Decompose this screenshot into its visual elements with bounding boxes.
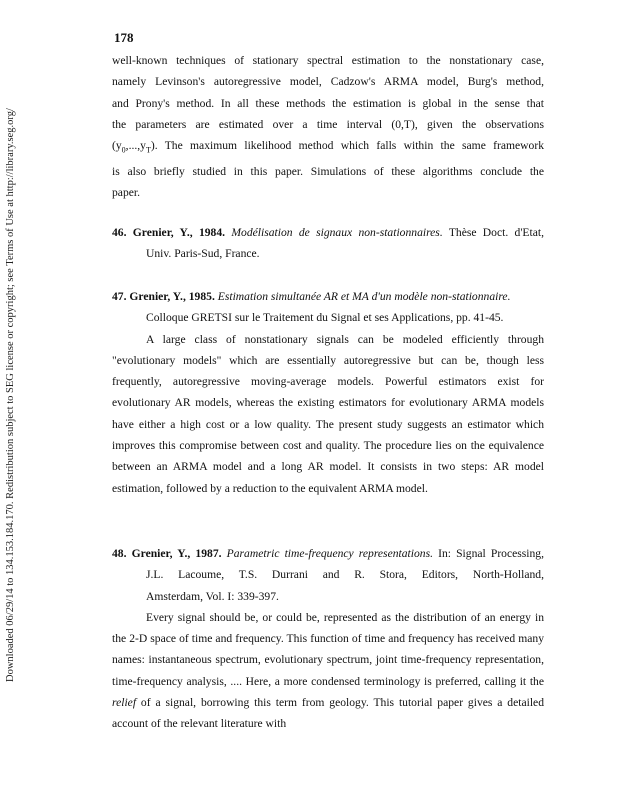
reference-entry-46 [112,222,544,265]
entry-citation: 46. Grenier, Y., 1984. Modélisation de signaux non-stationnaires. Thèse Doct. d'Etat, [112,226,544,239]
text-line: is also briefly studied in this paper. Simulations of these algorithms conclude the [112,164,544,178]
entry-abstract: A large class of nonstationary signals can be modeled efficiently through "evolutionary models" which are essentially autoregressive but can be, though less frequently, autoregressive moving-average models. Powerful estimators exist for evolutionary AR models, whereas the existing estimators for evolutionary ARMA models have either a high cost or a low quality. The present study suggests an estimator which improves this compromise between cost and quality. The procedure lies on the equivalence between an ARMA model and a long AR model. It consists in two steps: AR model estimation, followed by a reduction to the equivalent ARMA model. [112,332,544,495]
entry-source: J.L. Lacoume, T.S. Durrani and R. Stora, Editors, North-Holland, [146,568,544,582]
entry-title: Parametric time-frequency representations. [226,547,433,560]
emphasis-relief: relief [112,696,137,710]
entry-head: 46. Grenier, Y., 1984. [112,226,226,239]
entry-source: Colloque GRETSI sur le Traitement du Signal et ses Applications, pp. 41-45. [146,311,504,325]
text-line: well-known techniques of stationary spectral estimation to the nonstationary case, [112,54,544,67]
entry-abstract: Every signal should be, or could be, represented as the distribution of an energy in the 2-D space of time and frequency. This function of time and frequency has received many names: instantaneous spectrum, evolutionary spectrum, joint time-frequency representation, time-frequency analysis, .... Here, a more condensed terminology is preferred, calling it the relief of a signal, borrowing this term from geology. This tutorial paper gives a detailed account of the relevant literature with [112,610,544,731]
continuation-paragraph [112,50,544,203]
page-number: 178 [114,30,134,45]
text-line: $(y_0,...,y_T)$. The maximum likelihood method which falls within the same framework [112,139,544,155]
reference-entry-48 [112,543,544,735]
entry-title: Modélisation de signaux non-stationnaires. [231,226,443,239]
entry-title: Estimation simultanée AR et MA d'un modèle non-stationnaire. [217,290,511,303]
entry-head: 47. Grenier, Y., 1985. [112,290,215,303]
text-line: namely Levinson's autoregressive model, Cadzow's ARMA model, Burg's method, [112,75,544,89]
reference-entry-47 [112,286,544,499]
text-line: the parameters are estimated over a time interval (0,T), given the observations [112,117,544,131]
entry-source: Univ. Paris-Sud, France. [146,247,260,261]
entry-source: Amsterdam, Vol. I: 339-397. [146,589,279,603]
entry-head: 48. Grenier, Y., 1987. [112,547,222,560]
entry-citation [112,286,544,307]
download-stamp: Downloaded 06/29/14 to 134.153.184.170. Redistribution subject to SEG license or copyright; see Terms of Use at http://library.seg.org/ [5,108,16,682]
text-line: paper. [112,186,141,200]
entry-citation: 48. Grenier, Y., 1987. Parametric time-frequency representations. In: Signal Processing, [112,547,544,560]
text-line: and Prony's method. In all these methods the estimation is global in the sense that [112,96,544,110]
